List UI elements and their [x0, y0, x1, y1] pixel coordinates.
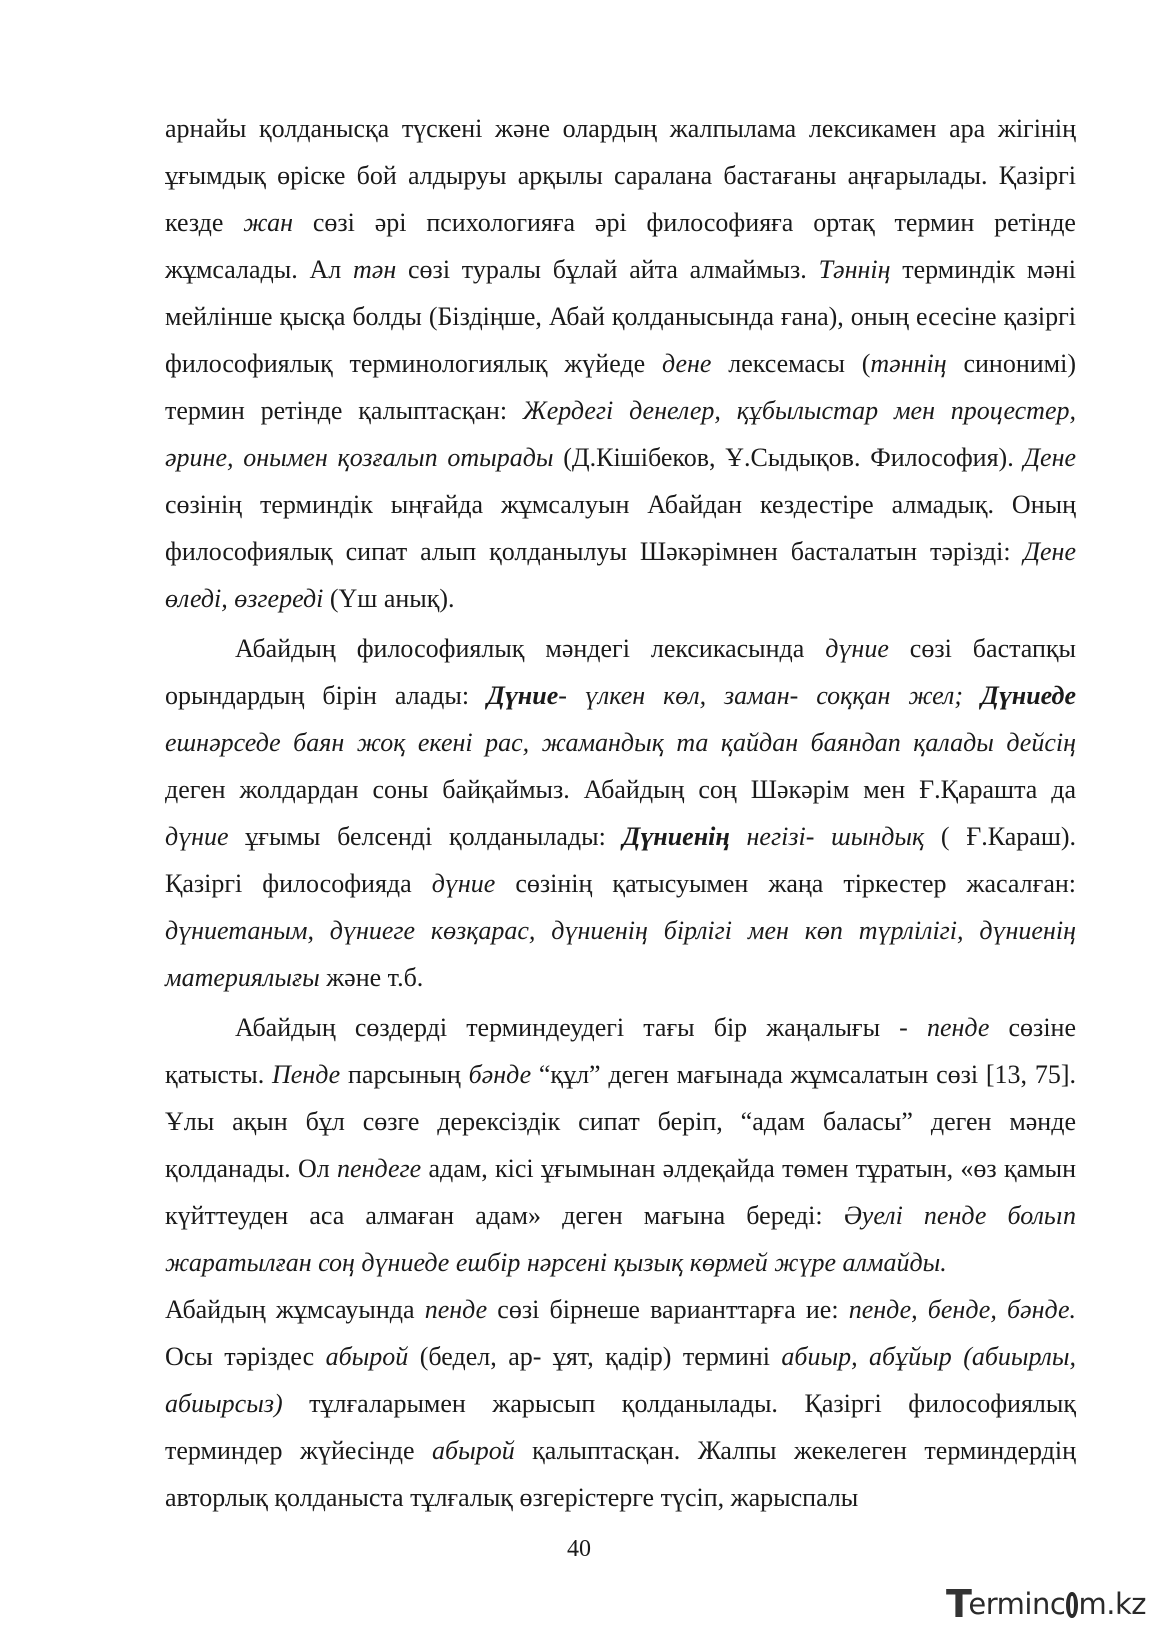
text-run: сөзінің қатысуымен жаңа тіркестер жасалған:: [495, 869, 1076, 898]
italic-term: абырой: [432, 1436, 515, 1465]
text-run: терминдік мәні мейлінше қысқа болды (Біздіңше, Абай қолданысында ғана), оның есесіне қазіргі философиялық терминологиялық жүйеде: [165, 255, 1077, 378]
italic-term: дүние: [825, 634, 889, 663]
italic-term: пенде: [926, 1013, 990, 1042]
text-run: сөзі әрі психологияға әрі философияға ортақ термин ретінде жұмсалады. Ал: [165, 208, 1076, 284]
italic-term: Дене: [1023, 443, 1077, 472]
text-run: сөзіне қатысты.: [165, 1013, 1076, 1089]
text-run: қалыптасқан. Жалпы жекелеген терминдердің авторлық қолданыста тұлғалық өзгерістерге түсіп, жарыспалы: [165, 1436, 1077, 1512]
logo-text: erminc: [968, 1587, 1066, 1621]
italic-quote: ешнәрседе баян жоқ екені рас, жамандық та қайдан баяндап қалады дейсің: [165, 728, 1076, 757]
text-run: деген жолдардан соны байқаймыз. Абайдың соң Шәкәрім мен Ғ.Қарашта да: [165, 775, 1076, 804]
text-run: сөзі бастапқы орындардың бірін алады:: [165, 634, 1076, 710]
text-run: лексемасы (: [711, 349, 871, 378]
italic-term: Пенде: [272, 1060, 341, 1089]
text-run: сөзі туралы бұлай айта алмаймыз.: [396, 255, 819, 284]
text-run: Абайдың жұмсауында: [165, 1295, 425, 1324]
italic-term: дене: [661, 349, 712, 378]
text-run: және т.б.: [319, 963, 424, 992]
italic-term: пенде: [424, 1295, 488, 1324]
italic-term: тән: [353, 255, 397, 284]
logo-ring-icon: [1066, 1592, 1077, 1618]
text-run: (Үш анық).: [323, 584, 455, 613]
paragraph-3: [165, 1004, 1076, 1286]
logo-domain: m.kz: [1078, 1587, 1146, 1621]
italic-term: абиыр, абұйыр (абиырлы, абиырсыз): [165, 1342, 1076, 1418]
body-text: [165, 105, 1076, 1521]
text-run: Осы тәріздес: [165, 1342, 326, 1371]
text-run: синонимі) термин ретінде қалыптасқан:: [165, 349, 1076, 425]
paragraph-4: [165, 1286, 1076, 1521]
text-run: арнайы қолданысқа түскені және олардың жалпылама лексикамен ара жігінің ұғымдық өріске бой алдыруы арқылы саралана бастағаны аңғарылады. Қазіргі кезде: [165, 114, 1076, 237]
text-run: ( Ғ.Караш). Қазіргі философияда: [165, 822, 1076, 898]
italic-term: дүние: [431, 869, 496, 898]
text-run: адам, кісі ұғымынан әлдеқайда төмен тұратын, «өз қамын күйттеуден аса алмаған адам» деген мағына береді:: [165, 1154, 1076, 1230]
text-run: ұғымы белсенді қолданылады:: [228, 822, 623, 851]
logo-letter-t: T: [946, 1582, 972, 1626]
italic-quote: негізі- шындық: [729, 822, 925, 851]
text-run: сөзінің терминдік ыңғайда жұмсалуын Абайдан кездестіре алмадық. Оның философиялық сипат алып қолданылуы Шәкәрімнен басталатын тәрізді:: [165, 490, 1076, 566]
italic-term: пендеге: [337, 1154, 422, 1183]
termincom-logo[interactable]: [946, 1582, 1146, 1626]
italic-term: пенде, бенде, бәнде.: [848, 1295, 1076, 1324]
text-run: тұлғаларымен жарысып қолданылады. Қазіргі философиялық терминдер жүйесінде: [165, 1389, 1076, 1465]
paragraph-2: [165, 625, 1076, 1001]
italic-term: Тәннің: [818, 255, 891, 284]
italic-quote: Дене өледі, өзгереді: [165, 537, 1076, 613]
italic-quote: дүниетаным, дүниеге көзқарас, дүниенің бірлігі мен көп түрлілігі, дүниенің материялығы: [165, 916, 1076, 992]
text-run: сөзі бірнеше варианттарға ие:: [487, 1295, 849, 1324]
italic-term: жан: [243, 208, 293, 237]
italic-term: абырой: [325, 1342, 409, 1371]
text-run: (Д.Кішібеков, Ұ.Сыдықов. Философия).: [553, 443, 1024, 472]
bold-italic-term: Дүниенің: [622, 822, 730, 851]
text-run: Абайдың сөздерді терминдеудегі тағы бір жаңалығы -: [235, 1013, 927, 1042]
italic-term: тәннің: [870, 349, 947, 378]
italic-quote: Жердегі денелер, құбылыстар мен процестер, әрине, онымен қозғалып отырады: [165, 396, 1076, 472]
italic-quote: - үлкен көл, заман- соққан жел;: [558, 681, 981, 710]
page-number: 40: [567, 1536, 591, 1562]
italic-term: бәнде: [468, 1060, 532, 1089]
bold-italic-term: Дүниеде: [981, 681, 1076, 710]
italic-term: дүние: [165, 822, 229, 851]
bold-italic-term: Дүние: [487, 681, 559, 710]
text-run: парсының: [340, 1060, 469, 1089]
italic-quote: Әуелі пенде больıп жаратылған соң дүниеде ешбір нәрсені қызық көрмей жүре алмайды.: [165, 1201, 1076, 1277]
text-run: (бедел, ар- ұят, қадір) термині: [408, 1342, 782, 1371]
text-run: “құл” деген мағынада жұмсалатын сөзі [13, 75]. Ұлы ақын бұл сөзге дерексіздік сипат беріп, “адам баласы” деген мәнде қолданады. Ол: [165, 1060, 1077, 1183]
text-run: Абайдың философиялық мәндегі лексикасында: [235, 634, 826, 663]
paragraph-1: [165, 105, 1076, 622]
